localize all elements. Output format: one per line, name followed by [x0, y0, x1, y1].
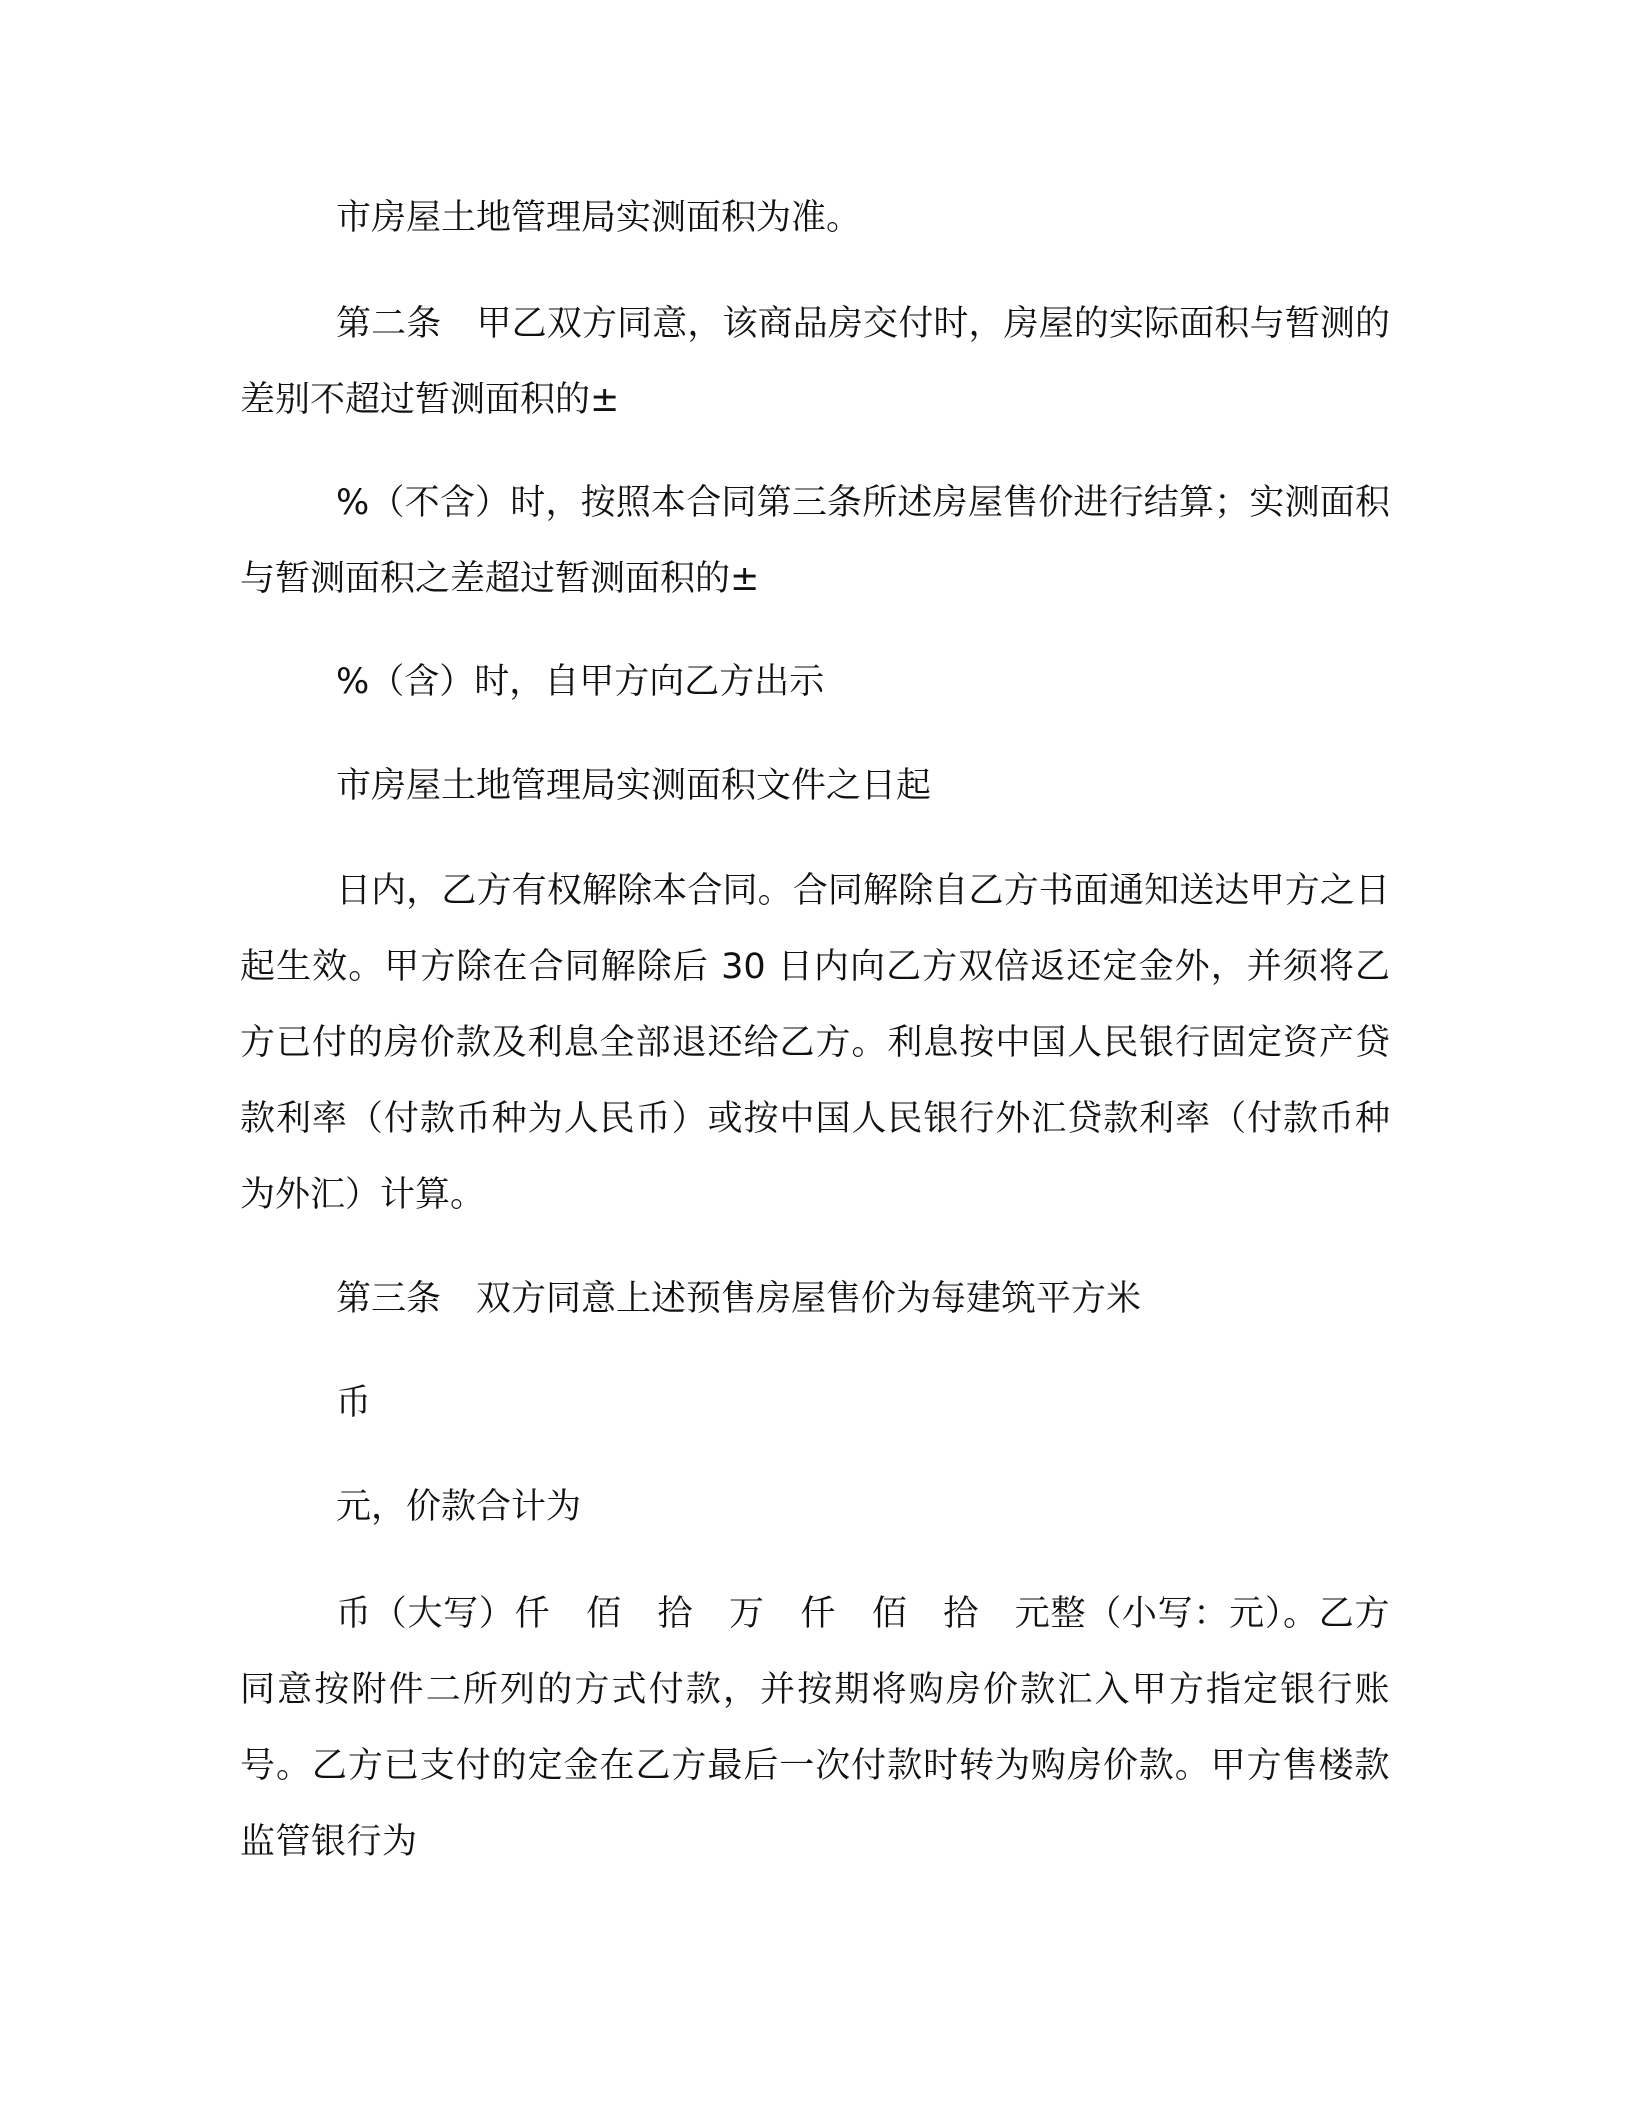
paragraph-6: 日内，乙方有权解除本合同。合同解除自乙方书面通知送达甲方之日起生效。甲方除在合同解除后 30 日内向乙方双倍返还定金外，并须将乙方已付的房价款及利息全部退还给乙方。利息按中国人民银行固定资产贷款利率（付款币种为人民币）或按中国人民银行外汇贷款利率（付款币种为外汇）计算。 — [240, 871, 1390, 1215]
paragraph-1: 市房屋土地管理局实测面积为准。 — [336, 198, 862, 238]
paragraph-7: 第三条 双方同意上述预售房屋售价为每建筑平方米 — [336, 1279, 1142, 1319]
paragraph-5: 市房屋土地管理局实测面积文件之日起 — [336, 766, 932, 806]
paragraph-8: 币 — [336, 1383, 372, 1423]
paragraph-3: %（不含）时，按照本合同第三条所述房屋售价进行结算；实测面积与暂测面积之差超过暂测面积的± — [240, 483, 1390, 599]
paragraph-10: 币（大写）仟 佰 拾 万 仟 佰 拾 元整（小写：元）。乙方同意按附件二所列的方式付款，并按期将购房价款汇入甲方指定银行账号。乙方已支付的定金在乙方最后一次付款时转为购房价款。甲方售楼款监管银行为 — [240, 1594, 1390, 1862]
paragraph-2: 第二条 甲乙双方同意，该商品房交付时，房屋的实际面积与暂测的差别不超过暂测面积的± — [240, 304, 1390, 420]
paragraph-4: %（含）时，自甲方向乙方出示 — [336, 662, 825, 702]
paragraph-9: 元，价款合计为 — [336, 1487, 582, 1527]
